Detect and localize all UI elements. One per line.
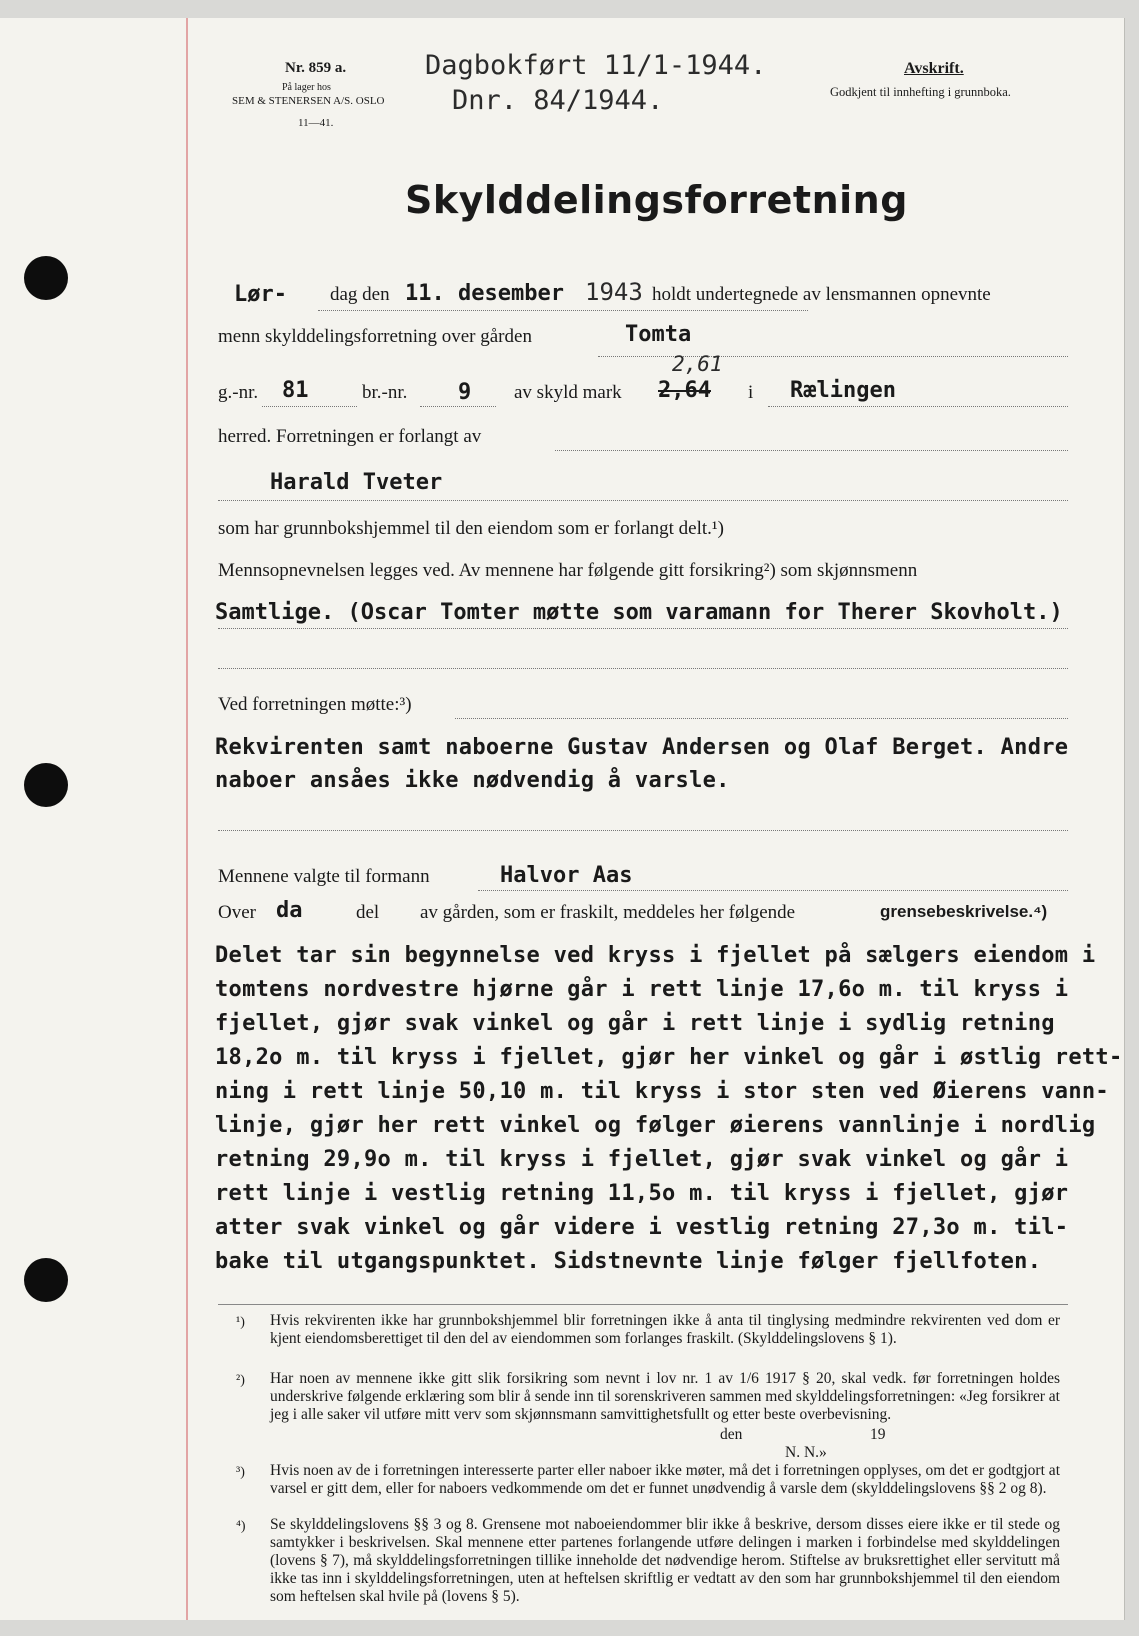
typed-brnr: 9 [458,380,472,405]
label-menn: menn skylddelingsforretning over gården [218,326,532,347]
footnote-text: Hvis rekvirenten ikke har grunnbokshjemmel blir forretningen ikke å anta til tinglysing medmindre rekvirenten ved dom er kjent eiendomsberettiget til den del av eiendommen som forlanges fraskilt. (Skylddelingslovens § 1). [270,1312,1060,1347]
dotted-line [218,646,1068,669]
footnote-year: 19 [870,1426,886,1443]
label-grensebeskrivelse: grensebeskrivelse.⁴) [880,902,1048,921]
punch-hole [24,256,68,300]
label-holdt: holdt undertegnede av lensmannen opnevnte [652,284,991,305]
typed-attendance-line: Rekvirenten samt naboerne Gustav Andersen og Olaf Berget. Andre [215,735,1069,760]
footnote-text: Se skylddelingslovens §§ 3 og 8. Grensene mot naboeiendommer blir ikke å beskrive, dersom disses eiere ikke er til stede og samtykker i beskrivelsen. Skal mennene etter partenes forlangende utføre delingen i marken i forbindelse med skylddelingen (lovens § 7), må skylddelingsforretningen tillike inneholde det nødvendige herom. Stiftelse av bruksrettighet eller servitutt må ikke tas inn i skylddelingsforretningen, uten at heftelsen skriftlig er vedtatt av den som har grunnbokshjemmel til den eiendom som heftelsen skal hvile på (lovens § 5). [270,1516,1060,1605]
footnote-den: den [720,1426,743,1443]
label-over: Over [218,902,256,923]
typed-kommune: Rælingen [790,378,896,403]
typed-date: 11. desember [405,281,564,306]
label-skyld: av skyld mark [514,382,622,403]
label-del: del [356,902,380,923]
label-gaarden: av gården, som er fraskilt, meddeles her følgende [420,902,796,923]
footnote-divider [218,1304,1068,1305]
typed-boundary-line: atter svak vinkel og går videre i vestlig retning 27,3o m. til- [215,1215,1069,1240]
typed-skyld-old: 2,64 [658,378,711,403]
typed-boundary-line: linje, gjør her rett vinkel og følger øierens vannlinje i nordlig [215,1113,1096,1138]
footnote-text: Har noen av mennene ikke gitt slik forsikring som nevnt i lov nr. 1 av 1/6 1917 § 20, skal vedk. før forretningen holdes underskrive følgende erklæring som blir å sende inn til sorenskriveren sammen med skylddelingsforretningen: «Jeg forsikrer at jeg i alle saker vil utføre mitt verv som skjønnsmann samvittighetsfullt og etter beste overbevisning. [270,1370,1060,1423]
typed-attendance-line: naboer ansåes ikke nødvendig å varsle. [215,768,730,793]
dotted-line [218,478,1068,501]
typed-boundary-line: fjellet, gjør svak vinkel og går i rett linje i sydlig retning [215,1011,1055,1036]
handwritten-year: 1943 [585,278,643,306]
dotted-line [218,606,1068,629]
typed-boundary-line: ning i rett linje 50,10 m. til kryss i stor sten ved Øierens vann- [215,1079,1109,1104]
label-mennsopnevnelsen: Mennsopnevnelsen legges ved. Av mennene har følgende gitt forsikring²) som skjønnsmenn [218,560,918,581]
typed-boundary-line: tomtens nordvestre hjørne går i rett linje 17,6o m. til kryss i [215,977,1069,1002]
form-number: Nr. 859 a. [285,60,347,76]
typed-requester: Harald Tveter [270,470,443,495]
punch-hole [24,1258,68,1302]
page-title: Skylddelingsforretning [405,178,908,222]
typed-boundary-line: bake til utgangspunktet. Sidstnevnte linje følger fjellfoten. [215,1249,1042,1274]
punch-hole [24,763,68,807]
typed-boundary-line: 18,2o m. til kryss i fjellet, gjør her vinkel og går i østlig rett- [215,1045,1123,1070]
footnote-number: ³) [236,1465,245,1480]
typed-part: da [276,898,303,923]
handwritten-skyld-new: 2,61 [672,352,723,376]
footnote-number: ¹) [236,1315,245,1330]
typed-gnr: 81 [282,378,309,403]
footnote-number: ⁴) [236,1519,246,1534]
label-gnr: g.-nr. [218,382,259,403]
dotted-line [455,696,1068,719]
dotted-line [218,808,1068,831]
label-chair: Mennene valgte til formann [218,866,430,887]
typed-chair-name: Halvor Aas [500,863,633,888]
diary-number: Dnr. 84/1944. [452,85,664,116]
typed-boundary-line: retning 29,9o m. til kryss i fjellet, gjør svak vinkel og går i [215,1147,1069,1172]
margin-line [186,18,188,1620]
document-page [0,18,1125,1620]
footnote-signature: N. N.» [785,1444,827,1461]
print-date: 11—41. [298,117,334,129]
publisher-line: På lager hos [282,82,331,93]
copy-note: Godkjent til innhefting i grunnboka. [830,85,1011,99]
footnote-text: Hvis noen av de i forretningen interesserte parter eller naboer ikke møter, må det i forretningen opplyses, om det er godtgjort at varsel er gitt dem, eller for naboers vedkommende om det er funnet unødvendig å varsle dem (skylddelingslovens §§ 2 og 8). [270,1462,1060,1497]
typed-weekday: Lør- [234,282,287,307]
typed-boundary-line: Delet tar sin begynnelse ved kryss i fjellet på sælgers eiendom i [215,943,1096,968]
dotted-line [555,428,1068,451]
typed-farm: Tomta [625,322,692,347]
typed-forsikring: Samtlige. (Oscar Tomter møtte som varamann for Therer Skovholt.) [215,600,1063,625]
copy-label: Avskrift. [904,60,964,77]
label-i: i [748,382,754,403]
label-hjemmel: som har grunnbokshjemmel til den eiendom som er forlangt delt.¹) [218,518,724,539]
label-dag-den: dag den [330,284,390,305]
dotted-line [262,384,357,407]
label-attendance: Ved forretningen møtte:³) [218,694,412,715]
footnote-number: ²) [236,1373,245,1388]
label-brnr: br.-nr. [362,382,408,403]
label-herred: herred. Forretningen er forlangt av [218,426,482,447]
publisher-name: SEM & STENERSEN A/S. OSLO [232,95,385,107]
diary-stamp: Dagbokført 11/1-1944. [425,50,767,81]
typed-boundary-line: rett linje i vestlig retning 11,5o m. til kryss i fjellet, gjør [215,1181,1069,1206]
